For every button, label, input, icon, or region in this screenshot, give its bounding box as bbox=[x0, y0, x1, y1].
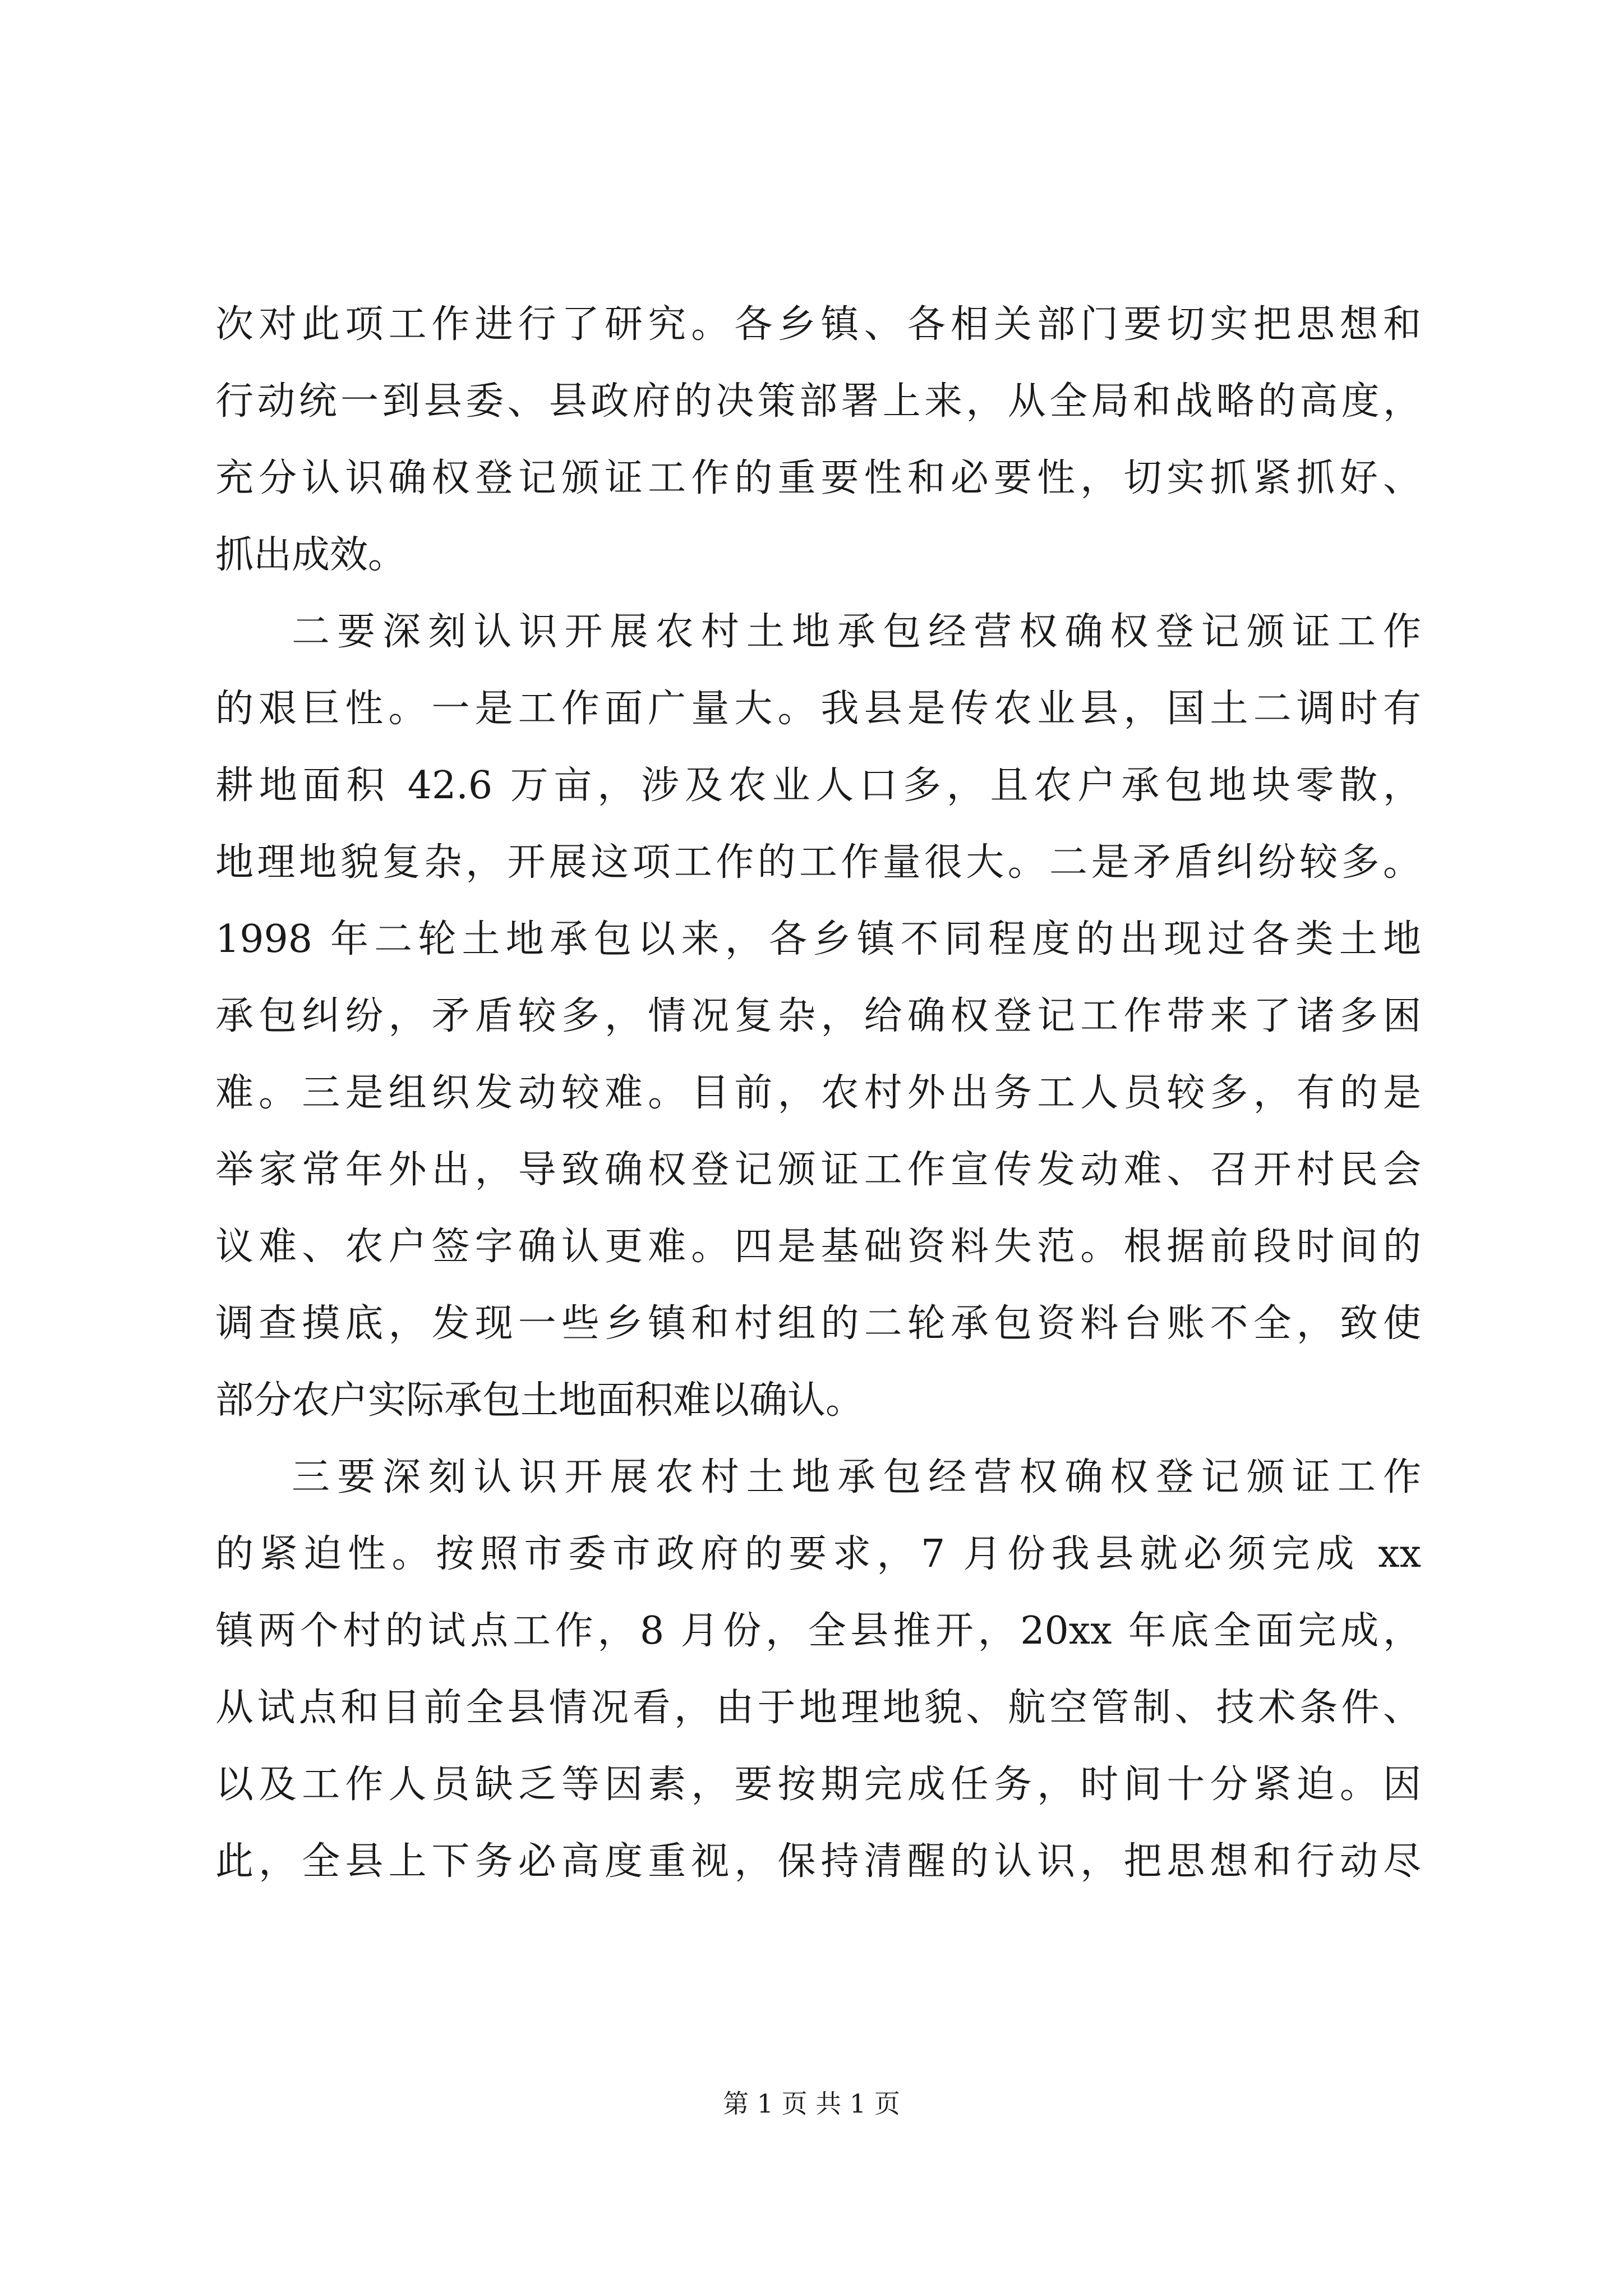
document-body bbox=[215, 286, 1421, 1900]
text-line: 耕地面积 42.6 万亩，涉及农业人口多，且农户承包地块零散， bbox=[215, 763, 1421, 808]
text-line: 此，全县上下务必高度重视，保持清醒的认识，把思想和行动尽 bbox=[215, 1839, 1421, 1884]
text-line: 抓出成效。 bbox=[215, 533, 407, 577]
text-line: 难。三是组织发动较难。目前，农村外出务工人员较多，有的是 bbox=[215, 1071, 1421, 1115]
paragraph-start-line: 二要深刻认识开展农村土地承包经营权确权登记颁证工作 bbox=[292, 610, 1421, 654]
page-footer: 第 1 页 共 1 页 bbox=[723, 2088, 900, 2119]
text-line: 次对此项工作进行了研究。各乡镇、各相关部门要切实把思想和 bbox=[215, 302, 1421, 347]
text-line: 充分认识确权登记颁证工作的重要性和必要性，切实抓紧抓好、 bbox=[215, 456, 1421, 500]
text-line: 部分农户实际承包土地面积难以确认。 bbox=[215, 1378, 864, 1423]
text-line: 以及工作人员缺乏等因素，要按期完成任务，时间十分紧迫。因 bbox=[215, 1763, 1421, 1807]
text-line: 从试点和目前全县情况看，由于地理地貌、航空管制、技术条件、 bbox=[215, 1686, 1421, 1730]
text-line: 的艰巨性。一是工作面广量大。我县是传农业县，国土二调时有 bbox=[215, 687, 1421, 731]
text-line: 承包纠纷，矛盾较多，情况复杂，给确权登记工作带来了诸多困 bbox=[215, 994, 1421, 1038]
paragraph-start-line: 三要深刻认识开展农村土地承包经营权确权登记颁证工作 bbox=[292, 1455, 1421, 1499]
text-line: 1998 年二轮土地承包以来，各乡镇不同程度的出现过各类土地 bbox=[215, 917, 1421, 961]
text-line: 议难、农户签字确认更难。四是基础资料失范。根据前段时间的 bbox=[215, 1225, 1421, 1269]
text-line: 镇两个村的试点工作，8 月份，全县推开，20xx 年底全面完成， bbox=[215, 1609, 1421, 1653]
text-line: 调查摸底，发现一些乡镇和村组的二轮承包资料台账不全，致使 bbox=[215, 1301, 1421, 1346]
text-line: 举家常年外出，导致确权登记颁证工作宣传发动难、召开村民会 bbox=[215, 1148, 1421, 1192]
text-line: 的紧迫性。按照市委市政府的要求，7 月份我县就必须完成 xx bbox=[215, 1532, 1421, 1576]
text-line: 行动统一到县委、县政府的决策部署上来，从全局和战略的高度， bbox=[215, 379, 1421, 424]
text-line: 地理地貌复杂，开展这项工作的工作量很大。二是矛盾纠纷较多。 bbox=[215, 840, 1421, 885]
